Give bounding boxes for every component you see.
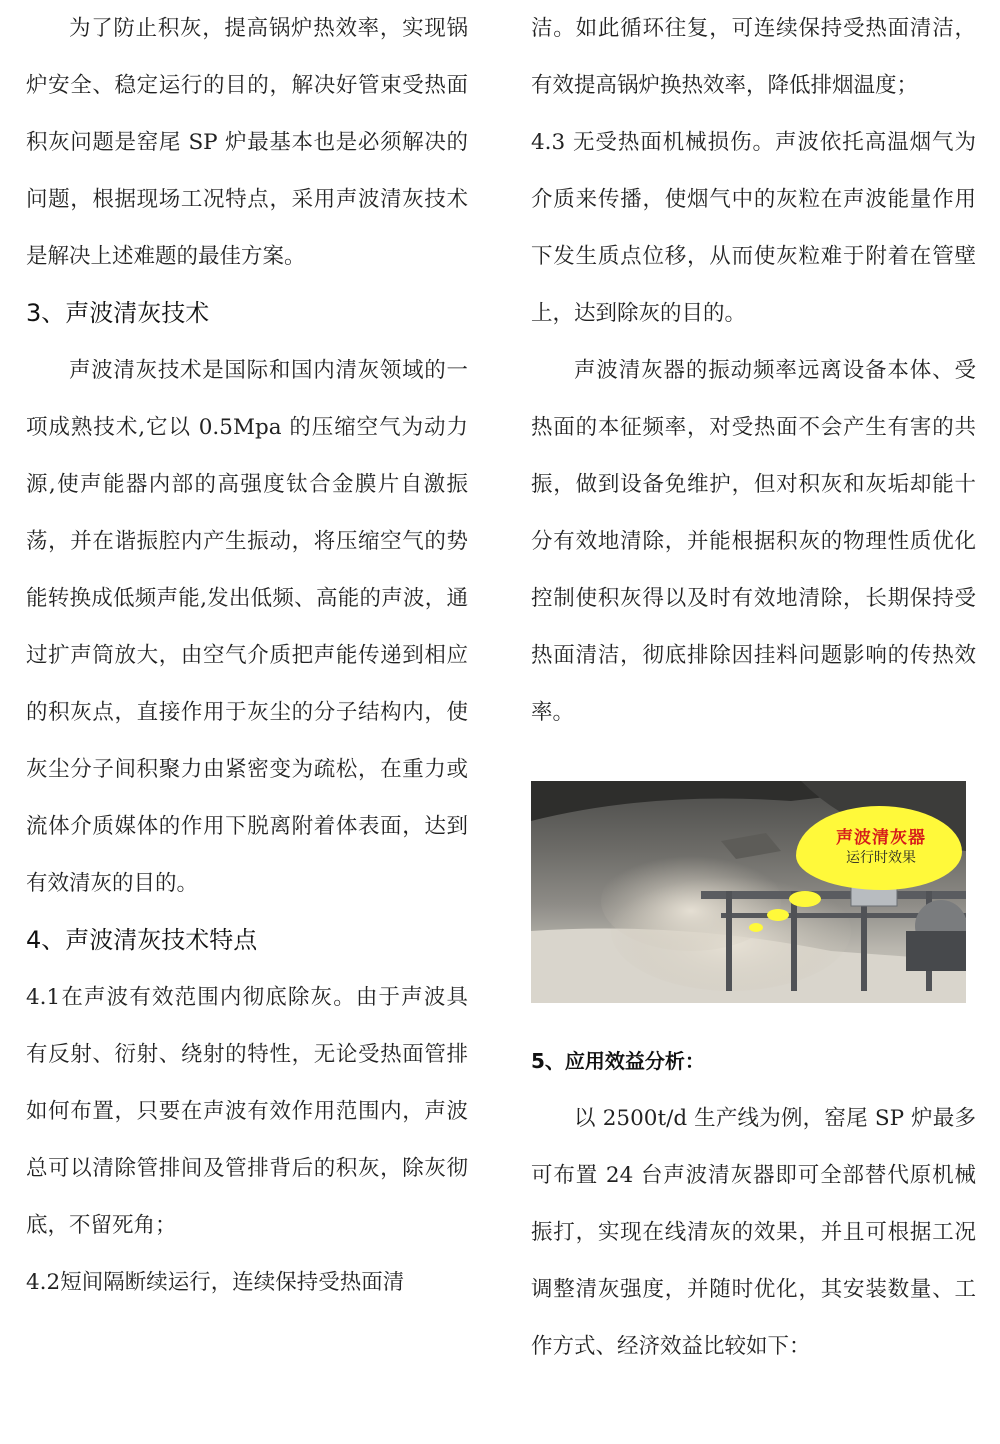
section-3-heading: 3、声波清灰技术 <box>26 299 210 327</box>
section-4-1-paragraph: 4.1在声波有效范围内彻底除灰。由于声波具有反射、衍射、绕射的特性，无论受热面管排如何布置，只要在声波有效作用范围内，声波总可以清除管排间及管排背后的积灰，除灰彻底，不留死角； <box>26 985 468 1238</box>
intro-paragraph: 为了防止积灰，提高锅炉热效率，实现锅炉安全、稳定运行的目的，解决好管束受热面积灰问题是窑尾 SP 炉最基本也是必须解决的问题，根据现场工况特点，采用声波清灰技术是解决上述难题的最佳方案。 <box>26 16 468 269</box>
section-4-3-paragraph: 4.3 无受热面机械损伤。声波依托高温烟气为介质来传播，使烟气中的灰粒在声波能量作用下发生质点位移，从而使灰粒难于附着在管壁上，达到除灰的目的。 <box>531 130 976 326</box>
photo-label-title: 声波清灰器 <box>836 828 926 848</box>
section-4-2-paragraph-start: 4.2短间隔断续运行，连续保持受热面清 <box>26 1270 405 1295</box>
right-column <box>531 0 976 1375</box>
section-3-paragraph: 声波清灰技术是国际和国内清灰领域的一项成熟技术,它以 0.5Mpa 的压缩空气为动力源,使声能器内部的高强度钛合金膜片自激振荡，并在谐振腔内产生振动，将压缩空气的势能转换成低频声能,发出低频、高能的声波，通过扩声筒放大，由空气介质把声能传递到相应的积灰点，直接作用于灰尘的分子结构内，使灰尘分子间积聚力由紧密变为疏松，在重力或流体介质媒体的作用下脱离附着体表面，达到有效清灰的目的。 <box>26 358 468 896</box>
bubble-tail-dot-small <box>749 923 763 932</box>
bubble-tail-dot-large <box>789 891 821 907</box>
section-4-2-paragraph-end: 洁。如此循环往复，可连续保持受热面清洁，有效提高锅炉换热效率，降低排烟温度； <box>531 16 976 98</box>
photo-label-subtitle: 运行时效果 <box>846 850 916 866</box>
section-5-heading: 5、应用效益分析： <box>531 1049 705 1073</box>
bubble-tail-dot-medium <box>767 909 789 921</box>
section-4-heading: 4、声波清灰技术特点 <box>26 926 258 954</box>
frequency-paragraph: 声波清灰器的振动频率远离设备本体、受热面的本征频率，对受热面不会产生有害的共振，做到设备免维护，但对积灰和灰垢却能十分有效地清除，并能根据积灰的物理性质优化控制使积灰得以及时有效地清除，长期保持受热面清洁，彻底排除因挂料问题影响的传热效率。 <box>531 358 976 725</box>
section-5-paragraph: 以 2500t/d 生产线为例，窑尾 SP 炉最多可布置 24 台声波清灰器即可全部替代原机械振打，实现在线清灰的效果，并且可根据工况调整清灰强度，并随时优化，其安装数量、工作方式、经济效益比较如下： <box>531 1106 976 1359</box>
cleaner-operation-photo <box>531 781 966 1003</box>
left-column <box>26 0 468 1311</box>
